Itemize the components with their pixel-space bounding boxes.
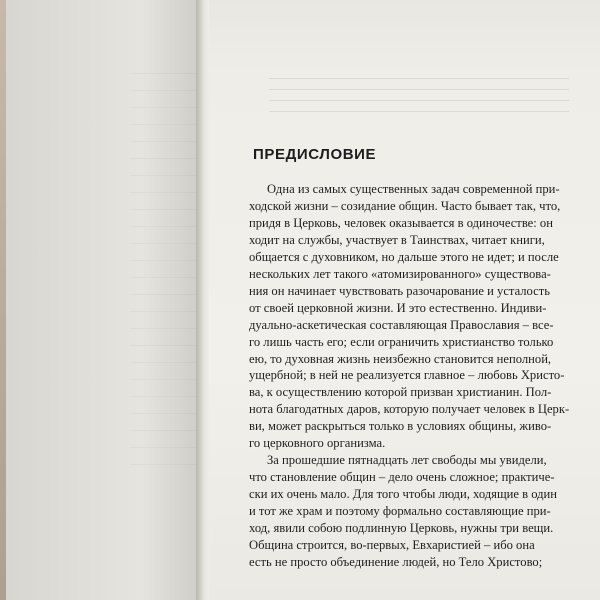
show-through-text	[269, 78, 569, 130]
text-line: от своей церковной жизни. И это естественно. Индиви-	[249, 300, 547, 315]
body-text	[249, 181, 569, 571]
text-line: и тот же храм и поэтому формально составляющие при-	[249, 504, 551, 519]
text-line: придя в Церковь, человек оказывается в одиночестве: он	[249, 215, 553, 230]
text-line: Одна из самых существенных задач современной при-	[267, 182, 560, 196]
text-line: ход, явили собою подлинную Церковь, нужны три вещи.	[249, 521, 554, 536]
right-page	[209, 0, 600, 600]
page-title: ПРЕДИСЛОВИЕ	[253, 146, 377, 163]
text-line: ски их очень мало. Для того чтобы люди, ходящие в один	[249, 487, 558, 502]
text-line: общается с духовником, но дальше этого не идет; и после	[249, 249, 559, 264]
text-line: Община строится, во-первых, Евхаристией – ибо она	[249, 538, 535, 553]
text-line: ущербной; в ней не реализуется главное – любовь Христо-	[249, 368, 565, 383]
text-line: ходит на службы, участвует в Таинствах, читает книги,	[249, 232, 545, 247]
text-line: что становление общин – дело очень сложное; практиче-	[249, 470, 555, 485]
text-line: За прошедшие пятнадцать лет свободы мы увидели,	[267, 453, 547, 468]
text-line: ния он начинает чувствовать разочарование и усталость	[249, 283, 550, 298]
left-page	[6, 0, 200, 600]
text-line: есть не просто объединение людей, но Тело Христово;	[249, 554, 543, 569]
text-line: ва, к осуществлению которой призван христианин. Пол-	[249, 385, 552, 400]
text-line: ею, то духовная жизнь неизбежно становится неполной,	[249, 351, 552, 366]
text-line: го церковного организма.	[249, 436, 386, 451]
text-line: ходской жизни – созидание общин. Часто бывает так, что,	[249, 198, 561, 213]
book-spine	[196, 0, 210, 600]
text-line: го лишь часть его; если ограничить христианство только	[249, 334, 554, 349]
text-line: дуально-аскетическая составляющая Православия – все-	[249, 317, 554, 332]
left-page-faint-text	[130, 60, 200, 468]
text-line: ви, может раскрыться только в условиях общины, живо-	[249, 419, 552, 434]
text-line: нескольких лет такого «атомизированного» существова-	[249, 266, 551, 281]
text-line: нота благодатных даров, которую получает человек в Церк-	[249, 402, 570, 417]
open-book	[6, 0, 600, 600]
